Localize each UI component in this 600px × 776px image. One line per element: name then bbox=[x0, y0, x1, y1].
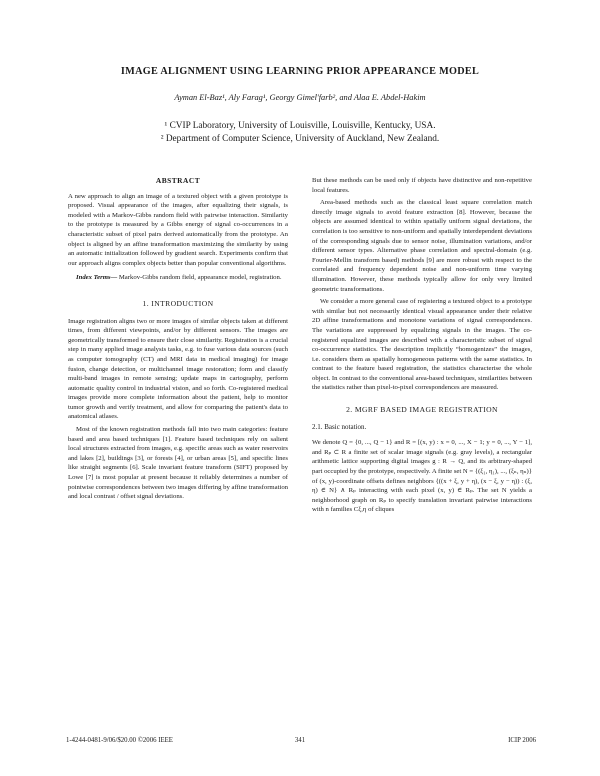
subsection-heading-notation: 2.1. Basic notation. bbox=[312, 422, 367, 431]
body-paragraph: But these methods can be used only if objects have distinctive and non-repetitive local features. bbox=[312, 177, 532, 194]
page-number: 341 bbox=[294, 737, 306, 744]
footer-conference: ICIP 2006 bbox=[508, 737, 536, 744]
body-paragraph: Area-based methods such as the classical least square correlation match directly image signals to avoid feature extraction [8]. However, because the objects are assumed identical to within spatially uniform signal deviations, the correlation is too sensitive to non-uniform and spatially interdependent deviations of the corresponding signals due to sensor noise, illumination variations, and/or different sensor types. Alternative phase correlation and spectral-domain (e.g. Fourier-Mellin transform based) methods [9] are more robust with respect to the correlated and frequency dependent noise and non-uniform time varying illumination. However, these methods typically allow for only very limited geometric transformations. bbox=[312, 199, 532, 293]
section-heading-mgrf: 2. MGRF BASED IMAGE REGISTRATION bbox=[346, 405, 498, 415]
affiliation-1: ¹ CVIP Laboratory, University of Louisville, Louisville, Kentucky, USA. bbox=[164, 121, 436, 131]
abstract-text: A new approach to align an image of a textured object with a given prototype is proposed. Visual appearance of the images, after equalizing their signals, is modeled with a Markov-Gibbs random field with pairwise interaction. Similarity to the prototype is measured by a Gibbs energy of signal co-occurrences in a characteristic subset of pixel pairs derived automatically from the prototype. An object is aligned by an affine transformation maximizing the similarity by using an automatic initialization followed by gradient search. Experiments confirm that our approach aligns complex objects better than popular conventional algorithms. bbox=[68, 192, 288, 267]
left-column bbox=[68, 176, 288, 505]
section-heading-introduction: 1. INTRODUCTION bbox=[142, 298, 214, 308]
notation-paragraph: We denote Q = {0, ..., Q − 1} and R = [(x, y) : x = 0, ..., X − 1; y = 0, ..., Y − 1], and Rₚ ⊂ R a finite set of scalar image signals (e.g. gray levels), a rectangular arithmetic lattice supporting digital images g : R → Q, and its arbitrary-shaped part occupied by the prototype, respectively. A finite set N = {(ξ₁, η₁), ..., (ξₙ, ηₙ)} of (x, y)-coordinate offsets defines neighbors {((x + ξ, y + η), (x − ξ, y − η)) : (ξ, η) ∈ N} ∧ Rₚ interacting with each pixel (x, y) ∈ Rₚ. The set N yields a neighborhood graph on Rₚ to specify translation invariant pairwise interactions with n families Cξ,η of cliques bbox=[312, 439, 532, 514]
paper-title: IMAGE ALIGNMENT USING LEARNING PRIOR APPEARANCE MODEL bbox=[120, 66, 480, 77]
index-terms bbox=[68, 273, 288, 283]
index-terms-text: Markov-Gibbs random field, appearance model, registration. bbox=[117, 274, 282, 282]
author-list: Ayman El-Baz¹, Aly Farag¹, Georgy Gimel'farb², and Alaa E. Abdel-Hakim bbox=[174, 93, 426, 102]
abstract-heading: ABSTRACT bbox=[155, 176, 201, 185]
intro-paragraph: Most of the known registration methods fall into two main categories: feature based and area based techniques [1]. Feature based techniques rely on salient local structures extracted from images, e.g. specific areas such as water reservoirs and lakes [2], buildings [3], or forests [4], or urban areas [5], and specific lines like straight segments [6]. Scale invariant feature transform (SIFT) proposed by Lowe [7] is most popular at present because it reliably determines a number of pointwise correspondences between two images differing by affine transformation and local contrast / offset signal deviations. bbox=[68, 426, 289, 501]
index-terms-label: Index Terms— bbox=[76, 274, 118, 282]
intro-paragraph: Image registration aligns two or more images of similar objects taken at different times, from different viewpoints, and/or by different sensors. The images are geometrically transformed to ensure their close similarity. Registration is a crucial step in many applied image analysis tasks, e.g. to fuse various data sources (such as computer tomography (CT) and MRI data in medical imaging) for image fusion, change detection, or multichannel image restoration; form and classify multi-band images in remote sensing; update maps in cartography, perform automatic quality control in industrial vision, and so forth. Co-registered medical images provide more complete information about the patient, help to monitor tumor growth and verify treatment, and allow for comparing the patient's data to anatomical atlases. bbox=[68, 317, 288, 421]
footer-copyright: 1-4244-0481-9/06/$20.00 ©2006 IEEE bbox=[66, 737, 173, 744]
affiliation-2: ² Department of Computer Science, University of Auckland, New Zealand. bbox=[160, 134, 440, 144]
right-column bbox=[312, 176, 532, 518]
body-paragraph: We consider a more general case of registering a textured object to a prototype with similar but not necessarily identical visual appearance under their relative 2D affine transformations and monotone variations of signal correspondences. The variations are suppressed by equalizing signals in the images. The co-registered equalized images are described with a characteristic subset of signal co-occurrence statistics. The description implicitly “homogenizes” the images, i.e. considers them as spatially homogeneous patterns with the same statistics. In contrast to the feature based registration, the statistics characterise the whole object. In contrast to the conventional area-based techniques, similarities between the statistics rather than pixel-to-pixel correspondences are measured. bbox=[312, 298, 532, 392]
